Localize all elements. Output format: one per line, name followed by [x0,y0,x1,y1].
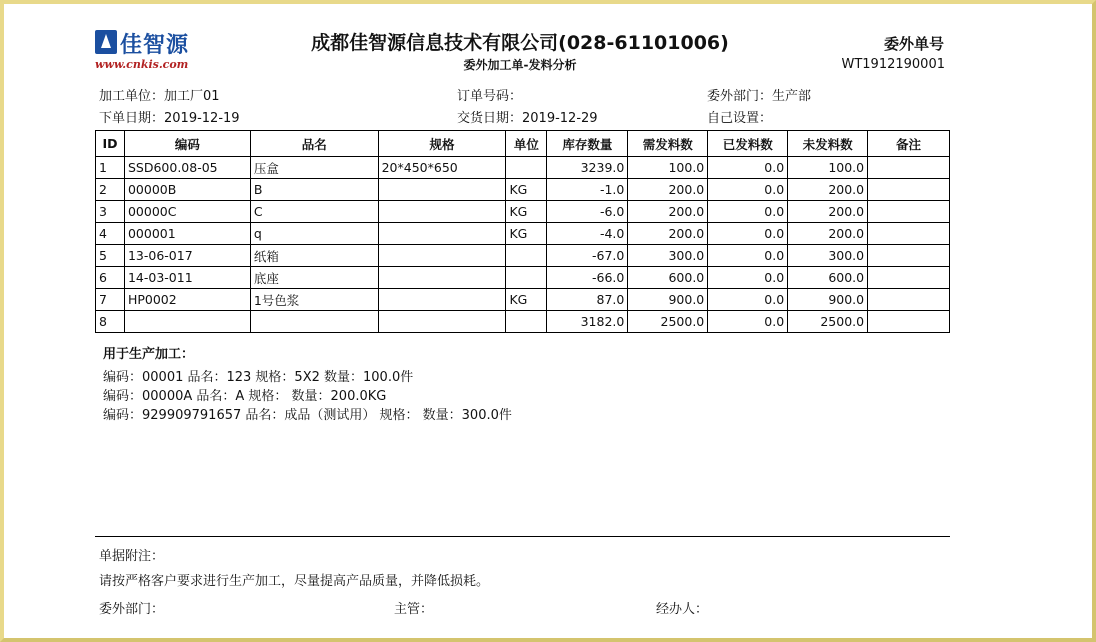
cell-name: B [250,179,378,201]
cell-name: 1号色浆 [250,289,378,311]
cell-remark [868,157,950,179]
cell-unit: KG [506,289,547,311]
cell-required: 900.0 [628,289,708,311]
cell-name: 纸箱 [250,245,378,267]
signature-supervisor-label: 主管： [394,602,434,617]
cell-issued: 0.0 [708,179,788,201]
logo-url: www.cnkis.com [95,58,189,71]
signature-dept-label: 委外部门： [99,602,165,617]
cell-remark [868,267,950,289]
cell-stock: 87.0 [547,289,628,311]
cell-issued: 0.0 [708,289,788,311]
cell-name: 压盒 [250,157,378,179]
cell-id: 1 [96,157,125,179]
cell-required: 300.0 [628,245,708,267]
info-delivery-date: 交货日期：2019-12-29 [457,111,598,126]
col-header-name: 品名 [250,131,378,157]
cell-id: 4 [96,223,125,245]
logo-mark-icon [95,30,117,54]
table-row [96,201,950,223]
info-dept: 委外部门：生产部 [707,89,812,104]
cell-name: q [250,223,378,245]
cell-id: 3 [96,201,125,223]
cell-spec [378,311,506,333]
cell-pending: 100.0 [788,157,868,179]
cell-code: 14-03-011 [124,267,250,289]
cell-code: 000001 [124,223,250,245]
cell-pending: 900.0 [788,289,868,311]
cell-code [124,311,250,333]
cell-code: 00000B [124,179,250,201]
cell-remark [868,223,950,245]
cell-remark [868,311,950,333]
cell-required: 2500.0 [628,311,708,333]
col-header-pending: 未发料数 [788,131,868,157]
cell-stock: -1.0 [547,179,628,201]
cell-remark [868,245,950,267]
cell-remark [868,179,950,201]
info-processor: 加工单位：加工厂01 [99,89,220,104]
cell-unit: KG [506,179,547,201]
cell-required: 200.0 [628,223,708,245]
table-row [96,157,950,179]
cell-code: 13-06-017 [124,245,250,267]
table-row [96,267,950,289]
cell-stock: 3182.0 [547,311,628,333]
cell-spec [378,223,506,245]
footer-divider [95,536,950,537]
cell-pending: 200.0 [788,179,868,201]
cell-issued: 0.0 [708,267,788,289]
col-header-issued: 已发料数 [708,131,788,157]
usage-line: 编码：00000A 品名：A 规格： 数量：200.0KG [103,389,387,404]
cell-pending: 600.0 [788,267,868,289]
cell-remark [868,289,950,311]
cell-remark [868,201,950,223]
doc-number: WT1912190001 [841,57,945,72]
cell-spec [378,179,506,201]
cell-issued: 0.0 [708,157,788,179]
logo-brand: 佳智源 [120,33,190,58]
cell-stock: -4.0 [547,223,628,245]
cell-spec [378,267,506,289]
col-header-unit: 单位 [506,131,547,157]
cell-stock: -66.0 [547,267,628,289]
col-header-required: 需发料数 [628,131,708,157]
usage-line: 编码：929909791657 品名：成品（测试用） 规格： 数量：300.0件 [103,408,512,423]
cell-code: SSD600.08-05 [124,157,250,179]
cell-stock: -67.0 [547,245,628,267]
usage-title: 用于生产加工： [103,347,195,362]
cell-name [250,311,378,333]
table-row [96,223,950,245]
cell-spec [378,245,506,267]
table-row [96,245,950,267]
cell-pending: 2500.0 [788,311,868,333]
cell-pending: 300.0 [788,245,868,267]
cell-spec [378,289,506,311]
cell-unit [506,311,547,333]
cell-required: 600.0 [628,267,708,289]
info-order-no: 订单号码： [457,89,523,104]
cell-code: HP0002 [124,289,250,311]
info-order-date: 下单日期：2019-12-19 [99,111,240,126]
cell-issued: 0.0 [708,245,788,267]
signature-handler-label: 经办人： [656,602,709,617]
note-text: 请按严格客户要求进行生产加工，尽量提高产品质量，并降低损耗。 [99,574,490,589]
col-header-spec: 规格 [378,131,506,157]
company-logo [95,28,195,74]
cell-unit [506,157,547,179]
col-header-stock: 库存数量 [547,131,628,157]
info-custom: 自己设置： [707,111,773,126]
cell-issued: 0.0 [708,311,788,333]
table-header-row [96,131,950,157]
company-name: 成都佳智源信息技术有限公司(028-61101006) [311,32,729,54]
cell-unit [506,245,547,267]
cell-id: 7 [96,289,125,311]
document-title: 委外加工单-发料分析 [463,58,577,72]
cell-required: 200.0 [628,201,708,223]
cell-stock: -6.0 [547,201,628,223]
note-label: 单据附注： [99,549,165,564]
table-row [96,179,950,201]
cell-issued: 0.0 [708,201,788,223]
doc-number-label: 委外单号 [883,35,944,53]
cell-name: 底座 [250,267,378,289]
cell-required: 200.0 [628,179,708,201]
col-header-remark: 备注 [868,131,950,157]
cell-spec [378,201,506,223]
cell-id: 8 [96,311,125,333]
col-header-code: 编码 [124,131,250,157]
cell-unit: KG [506,223,547,245]
cell-required: 100.0 [628,157,708,179]
table-row [96,289,950,311]
cell-unit [506,267,547,289]
cell-issued: 0.0 [708,223,788,245]
cell-id: 5 [96,245,125,267]
cell-stock: 3239.0 [547,157,628,179]
cell-code: 00000C [124,201,250,223]
table-row [96,311,950,333]
cell-id: 6 [96,267,125,289]
cell-spec: 20*450*650 [378,157,506,179]
cell-id: 2 [96,179,125,201]
col-header-id: ID [96,131,125,157]
material-table [95,130,950,333]
usage-line: 编码：00001 品名：123 规格：5X2 数量：100.0件 [103,370,414,385]
cell-pending: 200.0 [788,201,868,223]
cell-pending: 200.0 [788,223,868,245]
cell-unit: KG [506,201,547,223]
cell-name: C [250,201,378,223]
